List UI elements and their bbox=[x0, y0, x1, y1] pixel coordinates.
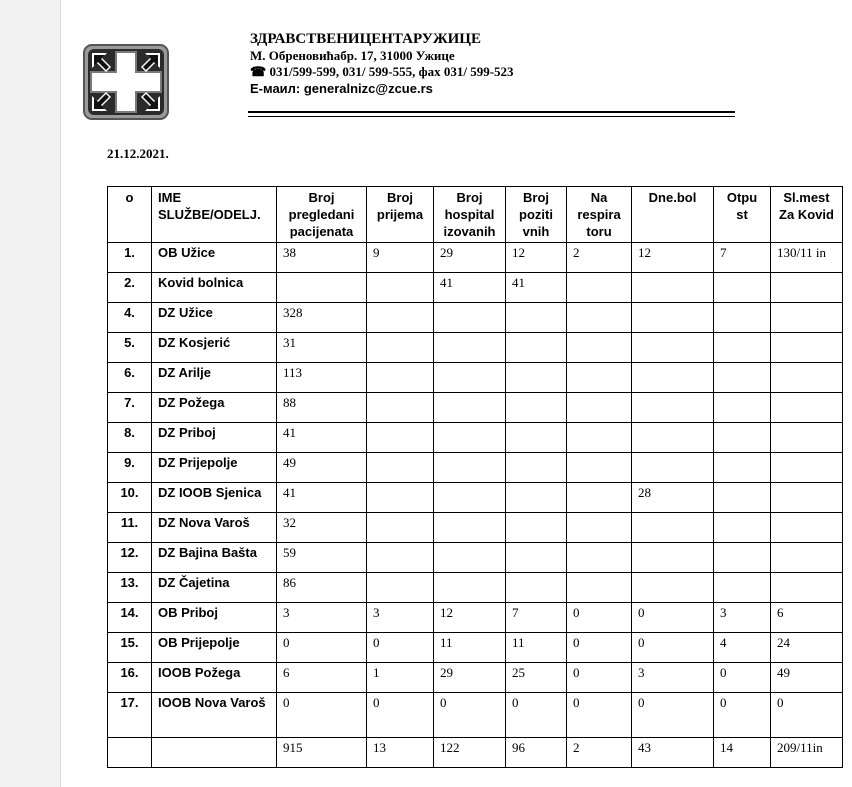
table-cell: 86 bbox=[277, 573, 367, 603]
table-cell bbox=[714, 363, 771, 393]
table-cell: 0 bbox=[632, 633, 714, 663]
table-cell bbox=[506, 573, 567, 603]
table-cell bbox=[506, 423, 567, 453]
table-cell bbox=[367, 303, 434, 333]
table-cell bbox=[567, 543, 632, 573]
table-cell bbox=[771, 393, 843, 423]
table-cell bbox=[434, 303, 506, 333]
covid-report-table bbox=[107, 186, 843, 768]
row-number: 16. bbox=[108, 663, 152, 693]
table-cell: 14 bbox=[714, 738, 771, 768]
table-cell: 3 bbox=[277, 603, 367, 633]
table-cell: 9 bbox=[367, 243, 434, 273]
unit-name bbox=[152, 738, 277, 768]
table-cell: 0 bbox=[632, 603, 714, 633]
column-header: Broj hospital izovanih bbox=[434, 187, 506, 243]
table-cell bbox=[434, 483, 506, 513]
table-body bbox=[108, 243, 843, 768]
table-cell: 130/11 in bbox=[771, 243, 843, 273]
table-cell: 11 bbox=[506, 633, 567, 663]
table-cell: 113 bbox=[277, 363, 367, 393]
table-cell: 6 bbox=[277, 663, 367, 693]
table-row bbox=[108, 423, 843, 453]
table-cell bbox=[434, 393, 506, 423]
column-header: Na respira toru bbox=[567, 187, 632, 243]
row-number bbox=[108, 738, 152, 768]
table-cell: 29 bbox=[434, 243, 506, 273]
table-cell: 31 bbox=[277, 333, 367, 363]
table-cell bbox=[367, 423, 434, 453]
table-cell: 3 bbox=[714, 603, 771, 633]
telephone-icon: ☎ bbox=[250, 64, 267, 79]
row-number: 13. bbox=[108, 573, 152, 603]
table-cell bbox=[506, 303, 567, 333]
table-header-row bbox=[108, 187, 843, 243]
unit-name: DZ Bajina Bašta bbox=[152, 543, 277, 573]
table-cell bbox=[567, 333, 632, 363]
table-cell bbox=[714, 453, 771, 483]
table-cell: 0 bbox=[434, 693, 506, 738]
table-cell bbox=[367, 543, 434, 573]
table-cell bbox=[632, 543, 714, 573]
table-cell: 25 bbox=[506, 663, 567, 693]
table-cell: 88 bbox=[277, 393, 367, 423]
table-cell: 0 bbox=[567, 603, 632, 633]
unit-name: DZ Užice bbox=[152, 303, 277, 333]
table-cell bbox=[367, 393, 434, 423]
unit-name: DZ Požega bbox=[152, 393, 277, 423]
table-cell bbox=[567, 513, 632, 543]
table-cell bbox=[714, 543, 771, 573]
phone-numbers: 031/599-599, 031/ 599-555, фах 031/ 599-523 bbox=[269, 64, 514, 79]
unit-name: OB Užice bbox=[152, 243, 277, 273]
table-cell bbox=[771, 573, 843, 603]
table-cell: 0 bbox=[277, 693, 367, 738]
table-cell: 0 bbox=[632, 693, 714, 738]
row-number: 2. bbox=[108, 273, 152, 303]
table-cell bbox=[506, 513, 567, 543]
table-cell bbox=[367, 363, 434, 393]
table-cell: 0 bbox=[567, 693, 632, 738]
column-header: Sl.mest Za Kovid bbox=[771, 187, 843, 243]
contact-phones bbox=[250, 64, 514, 80]
unit-name: OB Prijepolje bbox=[152, 633, 277, 663]
unit-name: DZ Čajetina bbox=[152, 573, 277, 603]
table-row bbox=[108, 573, 843, 603]
column-header: o bbox=[108, 187, 152, 243]
table-cell: 0 bbox=[506, 693, 567, 738]
table-cell: 41 bbox=[506, 273, 567, 303]
table-cell bbox=[434, 573, 506, 603]
table-cell: 0 bbox=[714, 693, 771, 738]
table-cell: 28 bbox=[632, 483, 714, 513]
table-cell: 12 bbox=[506, 243, 567, 273]
column-header: IME SLUŽBE/ODELJ. bbox=[152, 187, 277, 243]
row-number: 5. bbox=[108, 333, 152, 363]
table-cell: 0 bbox=[771, 693, 843, 738]
unit-name: IOOB Nova Varoš bbox=[152, 693, 277, 738]
table-cell bbox=[632, 393, 714, 423]
table-row bbox=[108, 273, 843, 303]
table-cell: 41 bbox=[277, 483, 367, 513]
totals-row bbox=[108, 738, 843, 768]
row-number: 17. bbox=[108, 693, 152, 738]
report-date: 21.12.2021. bbox=[107, 146, 169, 161]
table-cell: 915 bbox=[277, 738, 367, 768]
table-cell: 0 bbox=[567, 633, 632, 663]
medical-cross-logo-icon bbox=[83, 44, 169, 120]
table-cell: 13 bbox=[367, 738, 434, 768]
table-cell: 0 bbox=[714, 663, 771, 693]
table-cell: 49 bbox=[771, 663, 843, 693]
contact-email: Е-маил: generalnizc@zcue.rs bbox=[250, 81, 433, 96]
row-number: 9. bbox=[108, 453, 152, 483]
table-cell: 32 bbox=[277, 513, 367, 543]
column-header: Otpu st bbox=[714, 187, 771, 243]
row-number: 12. bbox=[108, 543, 152, 573]
column-header: Broj poziti vnih bbox=[506, 187, 567, 243]
unit-name: OB Priboj bbox=[152, 603, 277, 633]
table-cell bbox=[771, 303, 843, 333]
table-cell: 3 bbox=[367, 603, 434, 633]
table-cell bbox=[506, 393, 567, 423]
unit-name: DZ Priboj bbox=[152, 423, 277, 453]
table-cell bbox=[506, 483, 567, 513]
table-cell bbox=[714, 333, 771, 363]
table-cell bbox=[434, 513, 506, 543]
table-cell bbox=[367, 273, 434, 303]
table-cell bbox=[567, 363, 632, 393]
table-cell bbox=[771, 363, 843, 393]
table-row bbox=[108, 543, 843, 573]
table-cell bbox=[567, 303, 632, 333]
unit-name: DZ Nova Varoš bbox=[152, 513, 277, 543]
table-cell bbox=[567, 393, 632, 423]
table-cell bbox=[506, 363, 567, 393]
table-cell bbox=[506, 543, 567, 573]
table-cell bbox=[632, 453, 714, 483]
table-cell bbox=[771, 423, 843, 453]
table-cell bbox=[632, 573, 714, 603]
table-cell bbox=[714, 423, 771, 453]
table-cell bbox=[714, 273, 771, 303]
table-cell: 38 bbox=[277, 243, 367, 273]
table-cell: 24 bbox=[771, 633, 843, 663]
table-cell bbox=[367, 453, 434, 483]
table-cell: 0 bbox=[367, 693, 434, 738]
table-cell bbox=[567, 483, 632, 513]
table-cell: 2 bbox=[567, 243, 632, 273]
table-cell: 0 bbox=[567, 663, 632, 693]
row-number: 8. bbox=[108, 423, 152, 453]
table-cell bbox=[714, 513, 771, 543]
table-cell bbox=[714, 303, 771, 333]
table-cell bbox=[567, 573, 632, 603]
table-cell: 0 bbox=[277, 633, 367, 663]
institution-name: ЗДРАВСТВЕНИЦЕНТАРУЖИЦЕ bbox=[250, 31, 481, 47]
row-number: 6. bbox=[108, 363, 152, 393]
table-row bbox=[108, 663, 843, 693]
table-cell: 41 bbox=[277, 423, 367, 453]
unit-name: IOOB Požega bbox=[152, 663, 277, 693]
table-cell bbox=[714, 393, 771, 423]
column-header: Dne.bol bbox=[632, 187, 714, 243]
table-cell bbox=[771, 543, 843, 573]
table-row bbox=[108, 363, 843, 393]
row-number: 10. bbox=[108, 483, 152, 513]
table-cell: 6 bbox=[771, 603, 843, 633]
table-cell bbox=[632, 423, 714, 453]
table-row bbox=[108, 483, 843, 513]
left-gutter bbox=[0, 0, 61, 787]
table-cell: 41 bbox=[434, 273, 506, 303]
header-rule-thin bbox=[248, 116, 735, 117]
table-cell: 59 bbox=[277, 543, 367, 573]
table-cell bbox=[632, 513, 714, 543]
table-cell bbox=[434, 423, 506, 453]
table-cell: 43 bbox=[632, 738, 714, 768]
unit-name: DZ Prijepolje bbox=[152, 453, 277, 483]
table-cell bbox=[632, 363, 714, 393]
table-row bbox=[108, 453, 843, 483]
table-cell bbox=[632, 273, 714, 303]
column-header: Broj pregledani pacijenata bbox=[277, 187, 367, 243]
institution-address: М. Обреновићабр. 17, 31000 Ужице bbox=[250, 48, 455, 63]
unit-name: Kovid bolnica bbox=[152, 273, 277, 303]
table-cell bbox=[567, 453, 632, 483]
table-cell bbox=[506, 333, 567, 363]
table-cell: 12 bbox=[632, 243, 714, 273]
table-cell: 209/11in bbox=[771, 738, 843, 768]
table-cell: 328 bbox=[277, 303, 367, 333]
table-cell bbox=[434, 453, 506, 483]
table-cell: 3 bbox=[632, 663, 714, 693]
unit-name: DZ Kosjerić bbox=[152, 333, 277, 363]
header-rule-thick bbox=[248, 111, 735, 113]
table-cell: 12 bbox=[434, 603, 506, 633]
table-cell bbox=[632, 333, 714, 363]
table-cell bbox=[567, 423, 632, 453]
table-cell: 7 bbox=[506, 603, 567, 633]
table-cell bbox=[714, 573, 771, 603]
table-cell bbox=[367, 333, 434, 363]
table-cell bbox=[771, 513, 843, 543]
row-number: 11. bbox=[108, 513, 152, 543]
table-cell: 1 bbox=[367, 663, 434, 693]
table-cell bbox=[771, 273, 843, 303]
table-cell: 122 bbox=[434, 738, 506, 768]
table-cell: 29 bbox=[434, 663, 506, 693]
row-number: 14. bbox=[108, 603, 152, 633]
table-cell bbox=[367, 513, 434, 543]
table-cell bbox=[771, 483, 843, 513]
table-cell bbox=[771, 453, 843, 483]
table-cell: 0 bbox=[367, 633, 434, 663]
table-cell: 49 bbox=[277, 453, 367, 483]
row-number: 4. bbox=[108, 303, 152, 333]
column-header: Broj prijema bbox=[367, 187, 434, 243]
table-row bbox=[108, 303, 843, 333]
table-row bbox=[108, 243, 843, 273]
row-number: 1. bbox=[108, 243, 152, 273]
table-cell bbox=[632, 303, 714, 333]
table-row bbox=[108, 603, 843, 633]
table-cell bbox=[567, 273, 632, 303]
table-row bbox=[108, 633, 843, 663]
row-number: 15. bbox=[108, 633, 152, 663]
table-cell: 7 bbox=[714, 243, 771, 273]
table-row bbox=[108, 393, 843, 423]
unit-name: DZ Arilje bbox=[152, 363, 277, 393]
table-cell bbox=[367, 573, 434, 603]
table-cell bbox=[434, 363, 506, 393]
table-cell bbox=[434, 543, 506, 573]
table-cell bbox=[506, 453, 567, 483]
letterhead bbox=[250, 31, 514, 97]
table-cell: 11 bbox=[434, 633, 506, 663]
table-cell bbox=[434, 333, 506, 363]
table-cell: 2 bbox=[567, 738, 632, 768]
table-row bbox=[108, 333, 843, 363]
row-number: 7. bbox=[108, 393, 152, 423]
table-cell bbox=[771, 333, 843, 363]
table-cell: 96 bbox=[506, 738, 567, 768]
table-cell: 4 bbox=[714, 633, 771, 663]
table-cell bbox=[714, 483, 771, 513]
table-row bbox=[108, 513, 843, 543]
table-row bbox=[108, 693, 843, 738]
table-cell bbox=[367, 483, 434, 513]
table-cell bbox=[277, 273, 367, 303]
unit-name: DZ IOOB Sjenica bbox=[152, 483, 277, 513]
